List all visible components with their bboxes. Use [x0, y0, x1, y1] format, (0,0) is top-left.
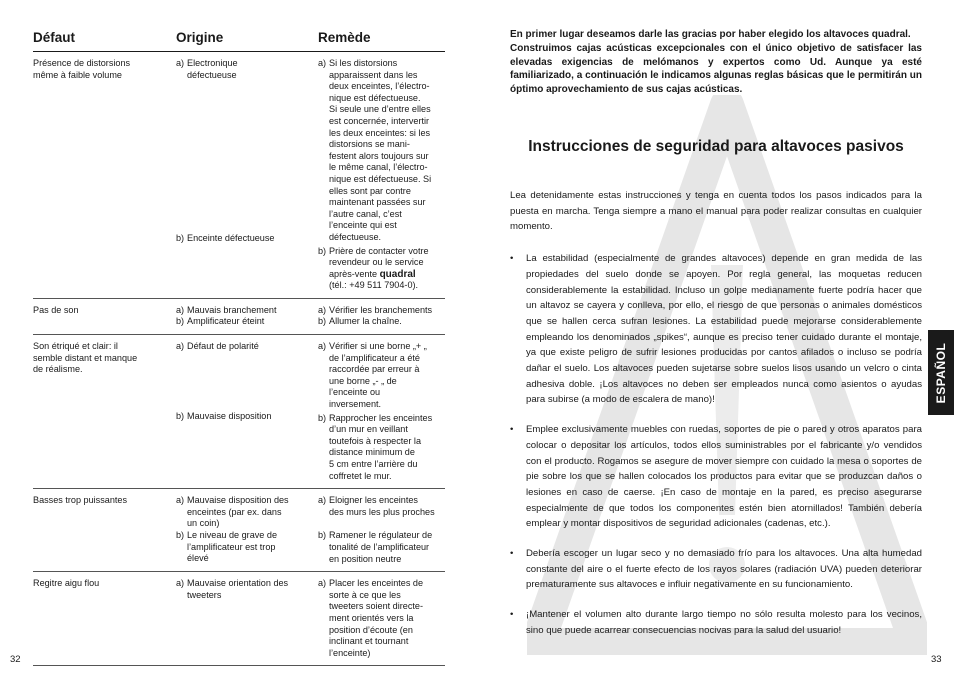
- table-row: [33, 335, 445, 489]
- table-row: [33, 572, 445, 666]
- origine-cell: a) Défaut de polarité b) Mauvaise disposition: [176, 341, 272, 421]
- list-item: • Debería escoger un lugar seco y no demasiado frío para los altavoces. Una alta humedad constante del aire o el fuerte efecto de los rayos solares (radiación UVA) pueden deteriorar prematuramente sus altavoces e influir negativamente en su funcionamiento.: [510, 548, 922, 591]
- language-tab: ESPAÑOL: [928, 330, 954, 415]
- defaut-cell: Pas de son: [33, 304, 79, 315]
- remede-cell: a) Vérifier si une borne „+ „ de l’amplificateur a été raccordée par erreur à une borne „- „ de l’enceinte ou inversement. b) Rapprocher les enceintes d’un mur en veillant toutefois à respecter la distance minimum de 5 cm entre l’arrière du coffretet le mur.: [318, 341, 433, 481]
- defaut-cell: Son étriqué et clair: il semble distant et manque de réalisme.: [33, 341, 138, 375]
- remede-cell: a) Si les distorsions apparaissent dans les deux enceintes, l’électro- nique est défectueuse. Si seule une d’entre elles est concernée, intervertir les deux enceintes: si les distorsions se mani- festent alors toujours sur le même canal, l’électro- nique est défectueuse. Si elles sont par contre maintenant passées sur l’autre canal, c’est l’enceinte qui est défectueuse. b) Prière de contacter votre revendeur ou le service après-vente quadral (tél.: +49 511 7904-0).: [318, 58, 432, 291]
- defaut-cell: Présence de distorsions même à faible volume: [33, 58, 131, 80]
- list-item: • ¡Mantener el volumen alto durante largo tiempo no sólo resulta molesto para los vecinos, sino que puede acarrear consecuencias nocivas para la salud del usuario!: [510, 609, 922, 636]
- page-number-right: 33: [931, 654, 942, 665]
- origine-cell: a) Mauvaise disposition des enceintes (par ex. dans un coin) b) Le niveau de grave de l’amplificateur est trop élevé: [176, 495, 289, 564]
- troubleshooting-table: [33, 30, 445, 666]
- safety-list: [510, 251, 922, 638]
- table-header: [33, 30, 445, 52]
- header-remede: Remède: [318, 30, 371, 45]
- origine-cell: a) Electronique défectueuse b) Enceinte défectueuse: [176, 58, 275, 244]
- remede-cell: a) Vérifier les branchements b) Allumer la chaîne.: [318, 304, 433, 327]
- table-row: [33, 489, 445, 572]
- origine-cell: a) Mauvais branchement b) Amplificateur éteint: [176, 304, 277, 327]
- page-number-left: 32: [10, 654, 21, 665]
- lead-paragraph: Lea detenidamente estas instrucciones y tenga en cuenta todos los pasos indicados para la puesta en marcha. Tenga siempre a mano el manual para poder realizar consultas en cualquier momento.: [510, 190, 922, 233]
- list-item: • Emplee exclusivamente muebles con ruedas, soportes de pie o pared y otros aparatos para colocar o depositar los artículos, todos ellos suministrables por el fabricante y/o vendidos con el producto. Rogamos se asegure de mover siempre con cuidado la mesa o soportes de pie sobre los que se hallen colocados los productos para evitar que se produzcan daños o lesiones en caso de caerse. ¡En caso de montaje en la pared, es preciso asegurarse especialmente de que todos los componentes estén bien atornillados! También debería emplear y montar dispositivos de seguridad adicionales (cadenas, etc.).: [510, 424, 922, 530]
- defaut-cell: Regitre aigu flou: [33, 578, 100, 589]
- header-origine: Origine: [176, 30, 224, 45]
- remede-cell: a) Placer les enceintes de sorte à ce que les tweeters soient directe- ment orientés vers la position d’écoute (en inclinant et tournant l’enceinte): [318, 578, 424, 658]
- header-defaut: Défaut: [33, 30, 76, 45]
- origine-cell: a) Mauvaise orientation des tweeters: [176, 578, 289, 600]
- remede-cell: a) Eloigner les enceintes des murs les plus proches b) Ramener le régulateur de tonalité de l’amplificateur en position neutre: [318, 495, 435, 564]
- table-row: [33, 299, 445, 335]
- section-title: Instrucciones de seguridad para altavoces pasivos: [528, 138, 904, 155]
- brand-name: quadral: [379, 268, 416, 280]
- intro-text: En primer lugar deseamos darle las gracias por haber elegido los altavoces quadral. Construimos cajas acústicas excepcionales con el único objetivo de satisfacer las elevadas exigencias de melómanos y expertos como Ud. Aunque ya esté familiarizado, a continuación le indicamos algunas reglas básicas que le permitirán un óptimo aprovechamiento de sus cajas acústicas.: [510, 29, 922, 96]
- table-row: [33, 52, 445, 299]
- list-item: • La estabilidad (especialmente de grandes altavoces) depende en gran medida de las propiedades del suelo donde se apoyen. Por regla general, las moquetas reducen considerablemente la estabilidad. Incluso un golpe medianamente fuerte podría hacer que un altavoz se cayera y conlleva, por ello, el riesgo de que personas o animales domésticos que se hallen cerca sufran lesiones. La estabilidad puede mejorarse considerablemente empleando los denominados „spikes“, aunque es preciso tener cuidado durante el montaje, ya que existe peligro de sufrir lesiones producidas por cantos afilados o incluso se podría dañar el suelo. Los altavoces pueden sujetarse sobre suelos lisos usando un velcro o cinta adhesiva doble. ¡Los altavoces no deben ser empleados nunca como asientos o ayudas para subirse (a modo de escalera de mano)!: [510, 253, 922, 406]
- right-page: [477, 0, 954, 675]
- body-text: [510, 188, 922, 653]
- defaut-cell: Basses trop puissantes: [33, 495, 128, 506]
